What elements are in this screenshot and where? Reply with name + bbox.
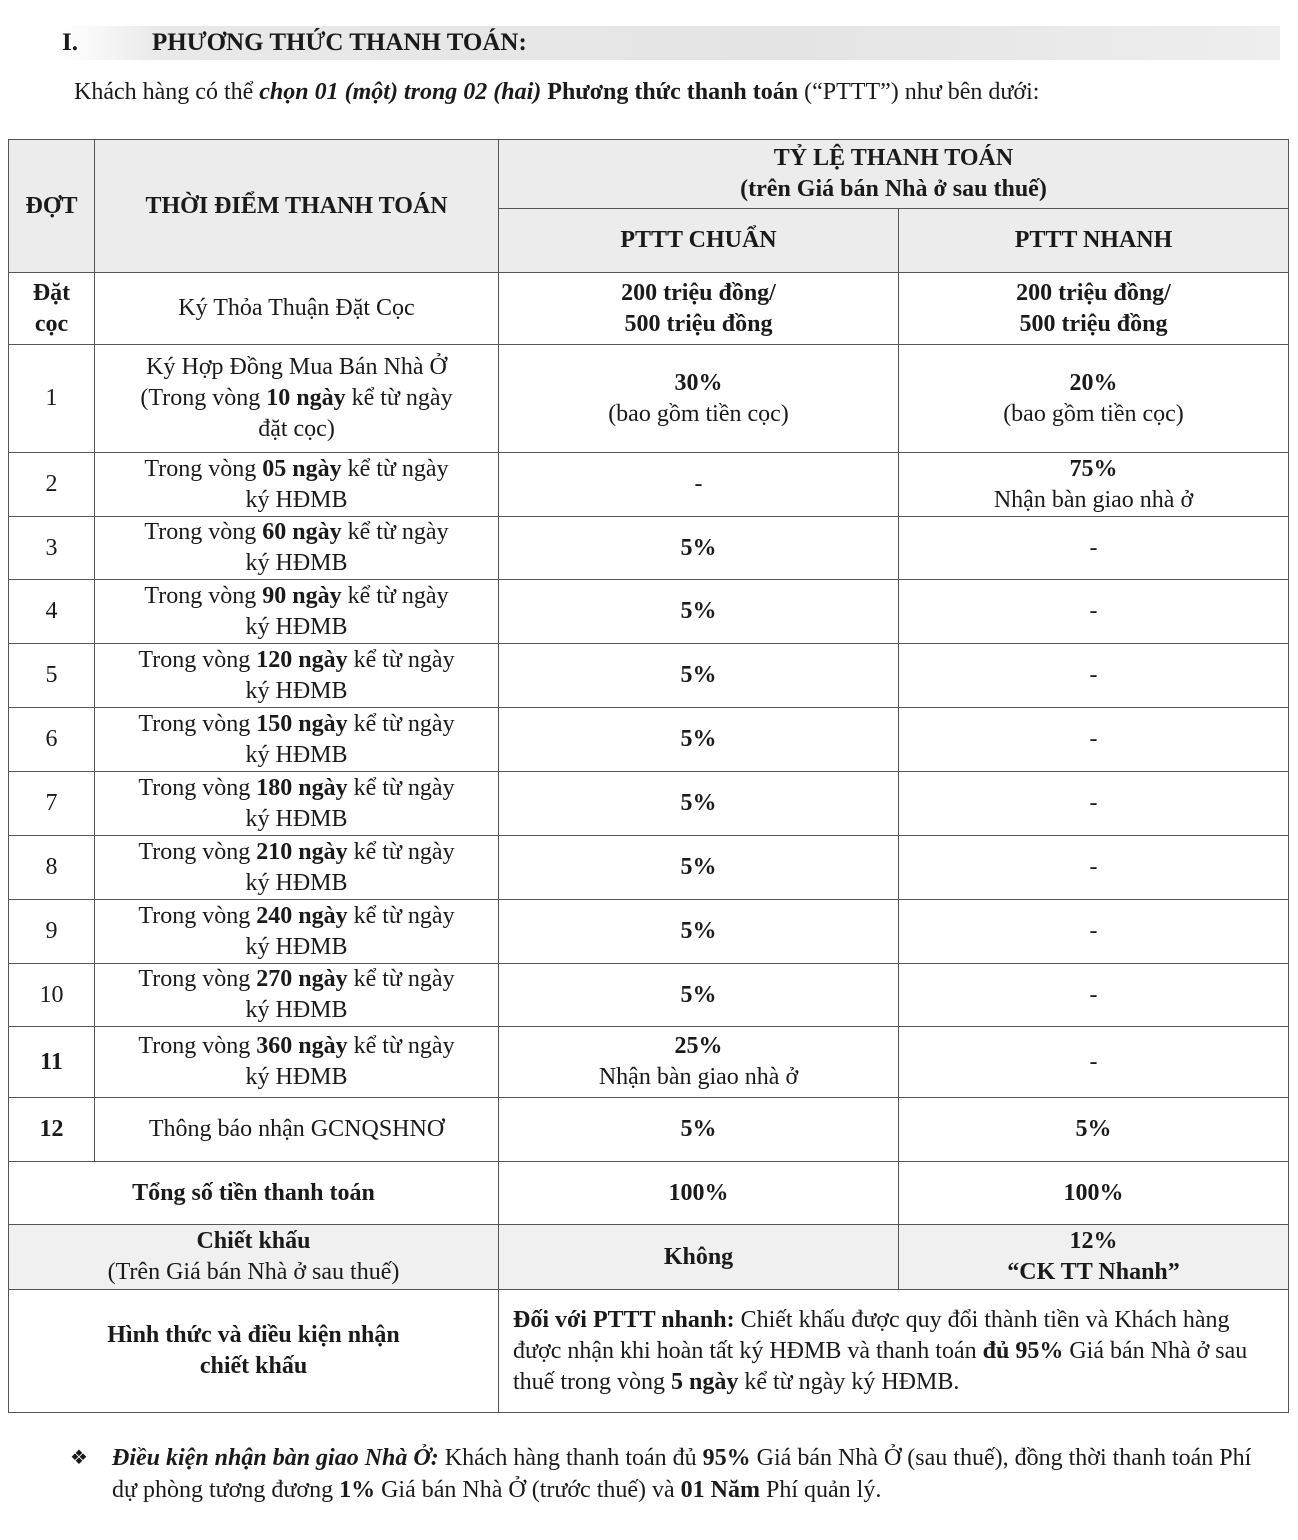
time-days: 240 ngày — [256, 902, 348, 929]
time-text: kể từ ngày — [347, 966, 455, 992]
time-line: ký HĐMB — [245, 805, 348, 832]
intro-text: Khách hàng có thể — [74, 79, 260, 105]
fast-cell: 5% — [899, 1098, 1289, 1162]
table-row-conditions — [9, 1290, 1289, 1413]
fast-cell: - — [899, 517, 1289, 580]
table-row — [9, 772, 1289, 836]
discount-fast-percent: 12% — [1069, 1228, 1118, 1254]
time-text: kể từ ngày — [347, 902, 455, 929]
note-bold: 95% — [702, 1445, 751, 1471]
table-row — [9, 580, 1289, 644]
time-line: ký HĐMB — [245, 741, 348, 768]
section-heading — [62, 26, 1280, 60]
note-body: Giá bán Nhà Ở (trước thuế) và — [375, 1477, 681, 1503]
time-text: kể từ ngày — [347, 1033, 455, 1059]
header-ratio — [499, 140, 1289, 209]
discount-label-title: Chiết khấu — [196, 1228, 311, 1254]
table-row — [9, 644, 1289, 708]
discount-label-sub: (Trên Giá bán Nhà ở sau thuế) — [107, 1259, 400, 1285]
standard-note: (bao gồm tiền cọc) — [608, 400, 789, 427]
standard-note: Nhận bàn giao nhà ở — [598, 1064, 799, 1090]
dot-cell: 2 — [9, 453, 95, 517]
standard-cell: 5% — [499, 964, 899, 1027]
conditions-label — [9, 1290, 499, 1413]
fast-percent: 75% — [1069, 455, 1118, 482]
time-text: Trong vòng — [138, 774, 257, 801]
time-line: ký HĐMB — [245, 550, 348, 576]
table-row-2 — [9, 453, 1289, 517]
time-days: 270 ngày — [256, 966, 348, 992]
dot-cell: 6 — [9, 708, 95, 772]
fast-cell: - — [899, 836, 1289, 900]
time-days: 180 ngày — [256, 774, 348, 801]
standard-cell: 5% — [499, 708, 899, 772]
intro-text-end: (“PTTT”) như bên dưới: — [798, 79, 1040, 105]
time-days: 05 ngày — [262, 455, 342, 482]
table-row-11 — [9, 1027, 1289, 1098]
dot-cell — [9, 273, 95, 345]
time-cell — [95, 1027, 499, 1098]
fast-cell — [899, 453, 1289, 517]
time-line: ký HĐMB — [245, 613, 348, 640]
dot-cell: 8 — [9, 836, 95, 900]
table-row-12 — [9, 1098, 1289, 1162]
time-cell: Ký Thỏa Thuận Đặt Cọc — [95, 273, 499, 345]
table-row-discount — [9, 1225, 1289, 1290]
intro-paragraph — [74, 76, 1039, 108]
time-text: Trong vòng — [138, 838, 257, 865]
time-text: Trong vòng — [138, 1033, 257, 1059]
time-days: 150 ngày — [256, 710, 348, 737]
time-cell — [95, 900, 499, 964]
time-text: Trong vòng — [138, 902, 257, 929]
fast-note: (bao gồm tiền cọc) — [1003, 400, 1184, 427]
dot-cell: 11 — [9, 1027, 95, 1098]
standard-percent: 25% — [674, 1033, 723, 1059]
fast-cell — [899, 273, 1289, 345]
table-row — [9, 708, 1289, 772]
time-text: kể từ ngày — [345, 385, 453, 411]
time-line: đặt cọc) — [258, 416, 335, 442]
note-body: Phí quản lý. — [760, 1477, 882, 1503]
discount-standard: Không — [499, 1225, 899, 1290]
standard-cell: 5% — [499, 836, 899, 900]
dot-cell: 1 — [9, 345, 95, 453]
time-days: 90 ngày — [262, 582, 342, 609]
fast-line: 200 triệu đồng/ — [1016, 279, 1171, 306]
time-line — [101, 383, 492, 414]
fast-percent: 20% — [1069, 369, 1118, 396]
conditions-body: Chiết khấu được quy đổi thành tiền và Khách hàng được nhận khi hoàn tất ký HĐMB và thanh toán — [513, 1306, 1230, 1364]
dot-cell: 4 — [9, 580, 95, 644]
table-row — [9, 964, 1289, 1027]
time-line: ký HĐMB — [245, 677, 348, 704]
time-line — [101, 454, 492, 485]
fast-cell — [899, 345, 1289, 453]
time-line: ký HĐMB — [245, 1064, 348, 1090]
fast-cell: - — [899, 708, 1289, 772]
dot-cell: 9 — [9, 900, 95, 964]
time-text: Trong vòng — [138, 710, 257, 737]
time-text: Trong vòng — [144, 455, 263, 482]
note-title: Điều kiện nhận bàn giao Nhà Ở: — [112, 1445, 439, 1471]
time-days: 120 ngày — [256, 646, 348, 673]
fast-note: Nhận bàn giao nhà ở — [993, 486, 1194, 513]
fast-line: 500 triệu đồng — [1019, 310, 1168, 337]
time-text: kể từ ngày — [341, 455, 449, 482]
time-days: 60 ngày — [262, 519, 342, 545]
standard-cell — [499, 273, 899, 345]
time-text: kể từ ngày — [347, 710, 455, 737]
intro-italic: chọn 01 (một) trong 02 (hai) — [259, 79, 542, 105]
section-number: I. — [62, 29, 78, 56]
time-line: ký HĐMB — [245, 486, 348, 513]
table-row-total — [9, 1162, 1289, 1225]
note-body: Khách hàng thanh toán đủ — [438, 1445, 703, 1471]
fast-cell: - — [899, 900, 1289, 964]
dot-line: Đặt — [32, 279, 71, 306]
time-cell — [95, 345, 499, 453]
time-line: ký HĐMB — [245, 933, 348, 960]
time-cell — [95, 517, 499, 580]
time-cell — [95, 580, 499, 644]
standard-cell: 5% — [499, 772, 899, 836]
header-standard: PTTT CHUẨN — [499, 209, 899, 273]
header-time: THỜI ĐIỂM THANH TOÁN — [95, 140, 499, 273]
section-title: PHƯƠNG THỨC THANH TOÁN: — [152, 29, 527, 56]
time-line: ký HĐMB — [245, 997, 348, 1023]
time-text: kể từ ngày — [341, 582, 449, 609]
discount-fast-name: “CK TT Nhanh” — [1007, 1259, 1180, 1285]
standard-cell — [499, 345, 899, 453]
time-cell — [95, 708, 499, 772]
time-cell — [95, 453, 499, 517]
time-days: 210 ngày — [256, 838, 348, 865]
time-text: kể từ ngày — [347, 646, 455, 673]
fast-cell: - — [899, 964, 1289, 1027]
discount-fast — [899, 1225, 1289, 1290]
fast-cell: - — [899, 1027, 1289, 1098]
intro-bold: Phương thức thanh toán — [541, 79, 799, 105]
fast-cell: - — [899, 644, 1289, 708]
standard-cell: 5% — [499, 580, 899, 644]
note-bold: 01 Năm — [680, 1477, 760, 1503]
note-text — [112, 1442, 1282, 1506]
note-body: Giá bán Nhà Ở (sau thuế), đồng thời thanh toán Phí dự phòng tương đương — [112, 1445, 1252, 1503]
bullet-icon: ❖ — [70, 1447, 88, 1469]
fast-cell: - — [899, 772, 1289, 836]
discount-label — [9, 1225, 499, 1290]
table-row-deposit — [9, 273, 1289, 345]
standard-line: 200 triệu đồng/ — [621, 279, 776, 306]
time-text: Trong vòng — [138, 966, 257, 992]
dot-cell: 7 — [9, 772, 95, 836]
standard-cell — [499, 1027, 899, 1098]
dot-cell: 5 — [9, 644, 95, 708]
time-text: kể từ ngày — [347, 774, 455, 801]
total-label: Tổng số tiền thanh toán — [9, 1162, 499, 1225]
total-fast: 100% — [899, 1162, 1289, 1225]
header-ratio-sub: (trên Giá bán Nhà ở sau thuế) — [740, 176, 1047, 202]
time-text: Trong vòng — [138, 646, 257, 673]
time-line: ký HĐMB — [245, 869, 348, 896]
time-text: kể từ ngày — [341, 519, 449, 545]
standard-line: 500 triệu đồng — [624, 310, 773, 337]
time-text: kể từ ngày — [347, 838, 455, 865]
table-row-1 — [9, 345, 1289, 453]
time-days: 360 ngày — [256, 1033, 348, 1059]
conditions-lead: Đối với PTTT nhanh: — [513, 1306, 735, 1333]
conditions-bold: đủ 95% — [982, 1337, 1064, 1364]
table-row — [9, 517, 1289, 580]
conditions-bold: 5 ngày — [670, 1368, 739, 1395]
time-cell — [95, 644, 499, 708]
standard-cell: 5% — [499, 644, 899, 708]
time-cell — [95, 836, 499, 900]
handover-note — [70, 1442, 1282, 1506]
note-bold: 1% — [339, 1477, 376, 1503]
time-cell — [95, 964, 499, 1027]
time-cell — [95, 772, 499, 836]
total-standard: 100% — [499, 1162, 899, 1225]
time-cell: Thông báo nhận GCNQSHNƠ — [95, 1098, 499, 1162]
conditions-label-line: chiết khấu — [199, 1353, 308, 1379]
standard-cell: - — [499, 453, 899, 517]
dot-cell: 12 — [9, 1098, 95, 1162]
dot-cell: 10 — [9, 964, 95, 1027]
standard-cell: 5% — [499, 1098, 899, 1162]
conditions-body: Giá bán Nhà ở sau thuế trong vòng — [513, 1337, 1248, 1395]
dot-line: cọc — [34, 310, 69, 337]
table-row — [9, 900, 1289, 964]
time-text: Trong vòng — [144, 519, 263, 545]
header-dot: ĐỢT — [9, 140, 95, 273]
conditions-body: kể từ ngày ký HĐMB. — [738, 1368, 960, 1395]
header-fast: PTTT NHANH — [899, 209, 1289, 273]
fast-cell: - — [899, 580, 1289, 644]
conditions-label-line: Hình thức và điều kiện nhận — [107, 1322, 400, 1348]
dot-cell: 3 — [9, 517, 95, 580]
time-days: 10 ngày — [266, 385, 346, 411]
time-line: Ký Hợp Đồng Mua Bán Nhà Ở — [146, 354, 447, 380]
time-text: Trong vòng — [144, 582, 263, 609]
payment-schedule-table — [8, 139, 1289, 1413]
conditions-text — [499, 1290, 1289, 1413]
standard-cell: 5% — [499, 900, 899, 964]
header-ratio-title: TỶ LỆ THANH TOÁN — [773, 145, 1014, 171]
table-row — [9, 836, 1289, 900]
standard-cell: 5% — [499, 517, 899, 580]
standard-percent: 30% — [674, 369, 723, 396]
time-text: (Trong vòng — [140, 385, 267, 411]
